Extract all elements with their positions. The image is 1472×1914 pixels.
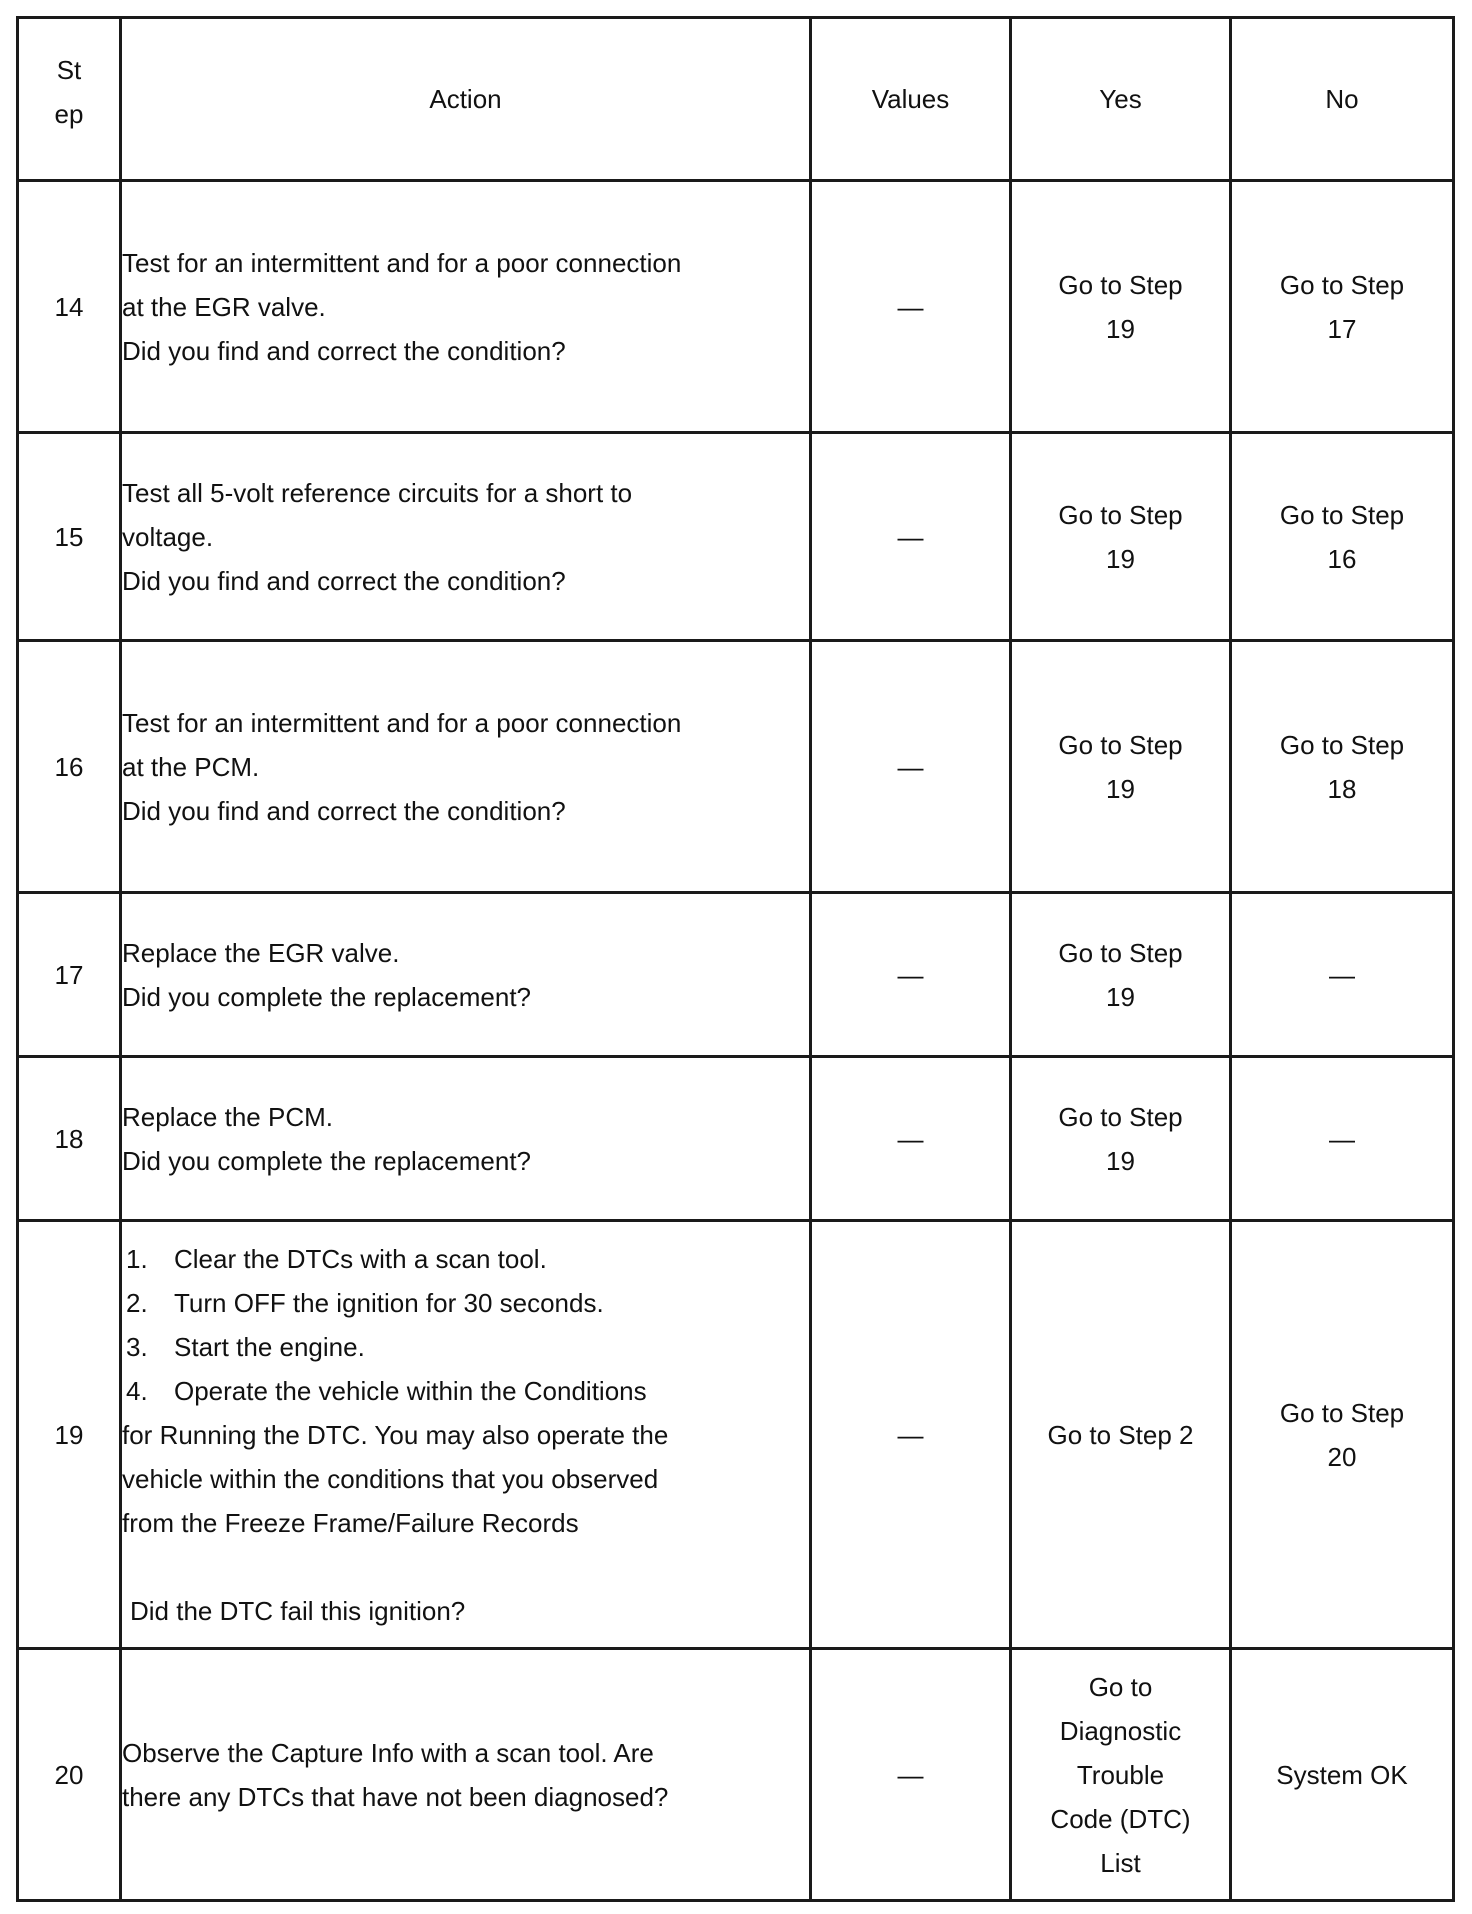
yes-line: Go to <box>1088 1671 1153 1702</box>
no-line: 20 <box>1327 1441 1357 1472</box>
action-line: Test all 5-volt reference circuits for a short to <box>122 477 633 508</box>
table-row <box>18 1057 1454 1221</box>
yes-cell <box>1011 433 1231 641</box>
no-line: 17 <box>1327 313 1357 344</box>
values-cell: — <box>811 1649 1011 1901</box>
header-action: Action <box>121 18 811 181</box>
no-cell <box>1231 1221 1454 1649</box>
yes-cell <box>1011 893 1231 1057</box>
action-cell <box>121 181 811 433</box>
yes-line: Go to Step <box>1058 269 1183 300</box>
action-line: vehicle within the conditions that you observed <box>122 1463 659 1494</box>
yes-line: 19 <box>1106 1145 1135 1176</box>
no-line: 18 <box>1327 773 1357 804</box>
list-number: 1. <box>126 1243 148 1274</box>
no-line: — <box>1329 1123 1355 1154</box>
header-step <box>18 18 121 181</box>
header-no: No <box>1231 18 1454 181</box>
action-line: voltage. <box>122 521 214 552</box>
action-line: Observe the Capture Info with a scan tool. Are <box>122 1737 654 1768</box>
no-line: System OK <box>1276 1759 1408 1790</box>
no-cell <box>1231 433 1454 641</box>
action-line: Replace the PCM. <box>122 1101 333 1132</box>
diagnostic-steps-table <box>16 16 1455 1902</box>
no-cell <box>1231 1057 1454 1221</box>
step-number: 15 <box>18 433 121 641</box>
list-text: Operate the vehicle within the Conditions <box>174 1375 647 1406</box>
action-line: Replace the EGR valve. <box>122 937 400 968</box>
no-line: Go to Step <box>1279 499 1405 530</box>
yes-line: List <box>1100 1847 1141 1878</box>
yes-line: Go to Step <box>1058 729 1183 760</box>
no-line: 16 <box>1327 543 1357 574</box>
list-item <box>122 1325 809 1369</box>
yes-line: 19 <box>1106 981 1135 1012</box>
list-item <box>122 1369 809 1413</box>
table-row <box>18 181 1454 433</box>
action-cell <box>121 433 811 641</box>
table-header-row <box>18 18 1454 181</box>
action-cell <box>121 893 811 1057</box>
yes-cell <box>1011 641 1231 893</box>
table-row <box>18 641 1454 893</box>
yes-line: 19 <box>1106 543 1135 574</box>
yes-line: 19 <box>1106 773 1135 804</box>
action-line: Test for an intermittent and for a poor connection <box>122 707 682 738</box>
action-question: Did you complete the replacement? <box>122 981 532 1012</box>
action-line: at the PCM. <box>122 751 260 782</box>
step-number: 14 <box>18 181 121 433</box>
action-question: Did you find and correct the condition? <box>122 335 566 366</box>
action-line: at the EGR valve. <box>122 291 326 322</box>
yes-line: Go to Step 2 <box>1047 1419 1194 1450</box>
header-yes: Yes <box>1011 18 1231 181</box>
header-step-line1: St <box>56 55 82 85</box>
action-line: there any DTCs that have not been diagnosed? <box>122 1781 669 1812</box>
yes-cell <box>1011 1649 1231 1901</box>
no-cell <box>1231 181 1454 433</box>
action-line: for Running the DTC. You may also operate the <box>122 1419 669 1450</box>
spacer <box>122 1545 809 1589</box>
yes-cell <box>1011 1057 1231 1221</box>
list-text: Turn OFF the ignition for 30 seconds. <box>174 1287 604 1318</box>
action-cell <box>121 641 811 893</box>
table-row <box>18 1649 1454 1901</box>
yes-line: Diagnostic <box>1059 1715 1182 1746</box>
no-cell <box>1231 893 1454 1057</box>
values-cell: — <box>811 1057 1011 1221</box>
values-cell: — <box>811 181 1011 433</box>
no-cell <box>1231 1649 1454 1901</box>
yes-line: Go to Step <box>1058 499 1183 530</box>
yes-line: 19 <box>1106 313 1135 344</box>
header-step-line2: ep <box>54 99 84 129</box>
yes-line: Go to Step <box>1058 1101 1183 1132</box>
list-item <box>122 1237 809 1281</box>
step-number: 20 <box>18 1649 121 1901</box>
action-cell <box>121 1057 811 1221</box>
no-cell <box>1231 641 1454 893</box>
yes-cell <box>1011 181 1231 433</box>
list-text: Start the engine. <box>174 1331 365 1362</box>
list-number: 4. <box>126 1375 148 1406</box>
yes-line: Go to Step <box>1058 937 1183 968</box>
action-question: Did you find and correct the condition? <box>122 565 566 596</box>
action-question: Did the DTC fail this ignition? <box>130 1595 466 1626</box>
values-cell: — <box>811 641 1011 893</box>
action-question: Did you complete the replacement? <box>122 1145 532 1176</box>
step-number: 18 <box>18 1057 121 1221</box>
yes-cell <box>1011 1221 1231 1649</box>
table-row <box>18 1221 1454 1649</box>
action-cell <box>121 1221 811 1649</box>
no-line: — <box>1329 959 1355 990</box>
table-row <box>18 893 1454 1057</box>
values-cell: — <box>811 893 1011 1057</box>
no-line: Go to Step <box>1279 269 1405 300</box>
action-line: Test for an intermittent and for a poor connection <box>122 247 682 278</box>
action-line: from the Freeze Frame/Failure Records <box>122 1507 579 1538</box>
list-text: Clear the DTCs with a scan tool. <box>174 1243 547 1274</box>
no-line: Go to Step <box>1279 1397 1405 1428</box>
no-line: Go to Step <box>1279 729 1405 760</box>
yes-line: Trouble <box>1076 1759 1165 1790</box>
action-question: Did you find and correct the condition? <box>122 795 566 826</box>
yes-line: Code (DTC) <box>1050 1803 1191 1834</box>
list-number: 2. <box>126 1287 148 1318</box>
table-row <box>18 433 1454 641</box>
step-number: 16 <box>18 641 121 893</box>
values-cell: — <box>811 1221 1011 1649</box>
step-number: 17 <box>18 893 121 1057</box>
action-cell <box>121 1649 811 1901</box>
list-number: 3. <box>126 1331 148 1362</box>
header-values: Values <box>811 18 1011 181</box>
values-cell: — <box>811 433 1011 641</box>
step-number: 19 <box>18 1221 121 1649</box>
list-item <box>122 1281 809 1325</box>
